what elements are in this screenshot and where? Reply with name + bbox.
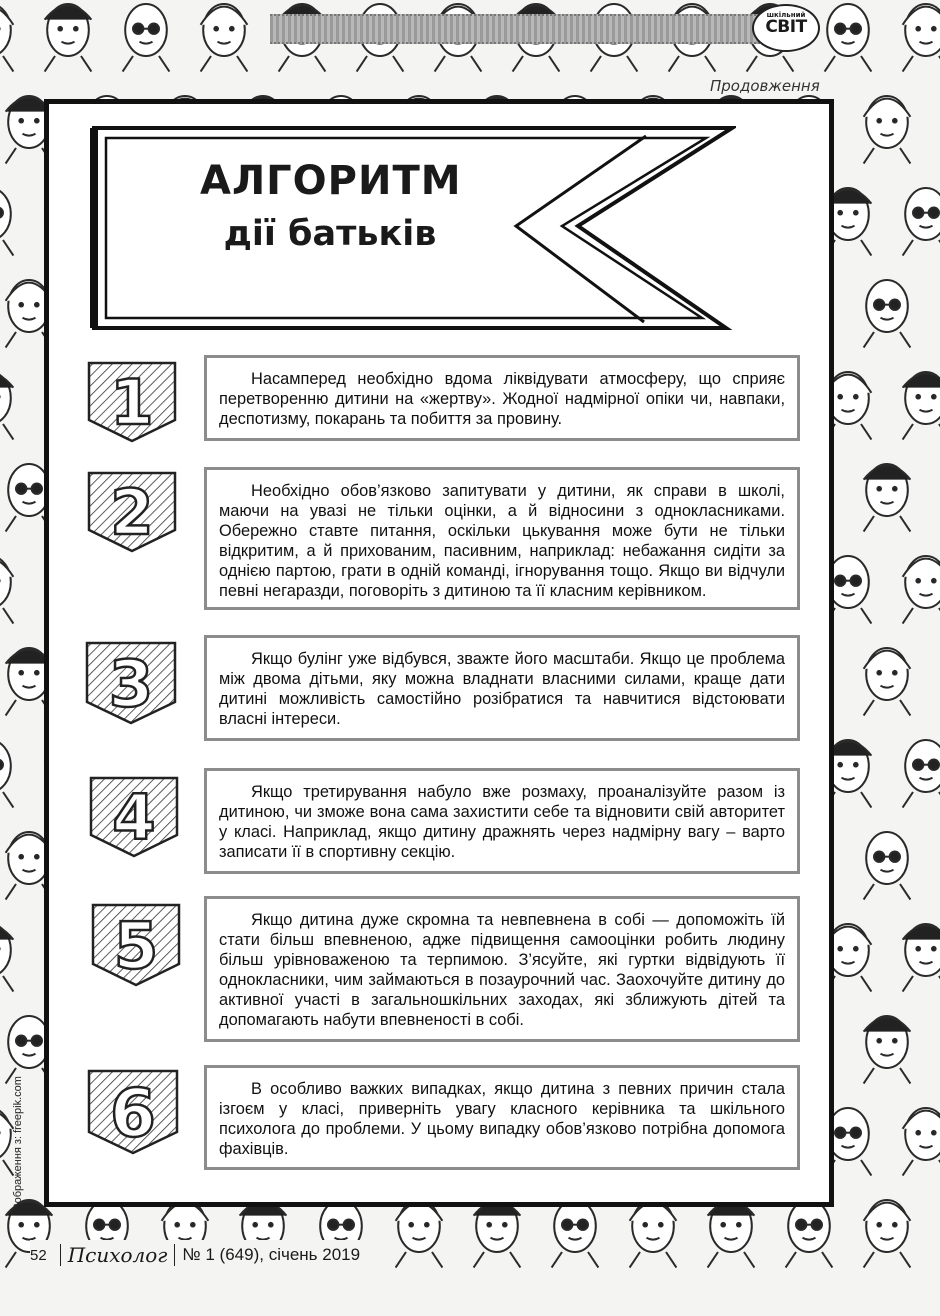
doodle-face [0, 188, 13, 256]
doodle-face [123, 4, 170, 72]
doodle-face [0, 4, 13, 72]
doodle-face [0, 924, 13, 992]
doodle-face [552, 1200, 599, 1268]
doodle-face [864, 280, 911, 348]
title-line-1: АЛГОРИТМ [200, 158, 462, 204]
step-5-badge [90, 902, 182, 988]
step-4-text: Якщо третирування набуло вже розмаху, проаналізуйте разом із дитиною, чи зможе вона сама захистити себе та відновити свій авторитет у класі. Наприклад, якщо дитину дражнять через надмірну вагу – варто записати її в спортивну секцію. [219, 783, 785, 861]
doodle-face [0, 740, 13, 808]
page-footer [30, 1240, 368, 1270]
doodle-face [474, 1200, 521, 1268]
step-6-number: 6 [110, 1075, 156, 1152]
step-2-text: Необхідно обов’язково запитувати у дитини, як справи в школі, маючи на увазі не тільки оцінки, а й відносини з однокласниками. Обережно ставте питання, оскільки цькування може бути не тільки відкритим, а й прихованим, пасивним, наприклад: небажання сидіти за однією партою, грати в одній команді, ігнорування тощо. Якщо ви відчули певні негаразди, поговоріть з дитиною та її класним керівником. [219, 482, 785, 600]
logo-small-text: шкільний [766, 11, 806, 19]
torn-tape-strip [270, 14, 760, 44]
step-2-badge [86, 470, 178, 554]
doodle-face [864, 648, 911, 716]
step-6-badge [86, 1068, 180, 1156]
step-6-box [204, 1065, 800, 1170]
doodle-face [0, 372, 13, 440]
step-1-box [204, 355, 800, 441]
issue-info: № 1 (649), січень 2019 [182, 1245, 361, 1264]
doodle-face [864, 1016, 911, 1084]
doodle-face [825, 4, 872, 72]
magazine-name: Психолог [67, 1243, 168, 1267]
step-5-text: Якщо дитина дуже скромна та невпевнена в собі — допоможіть їй стати більш впевненою, адже підвищення самооцінки робить людину більш урівноваженою та терпимою. З’ясуйте, які гуртки відвідують її однокласники, чим займаються в позаурочний час. Заохочуйте дитину до активної участі в загальношкільних заходах, які зближують дітей та допомагають набути впевненості в собі. [219, 911, 785, 1029]
doodle-face [864, 464, 911, 532]
step-5-box [204, 896, 800, 1042]
page-number: 52 [30, 1246, 47, 1264]
shkilnyi-svit-logo [752, 4, 820, 52]
image-credit-text: Зображення з: freepik.com [12, 1076, 24, 1210]
doodle-face [903, 372, 940, 440]
step-4-number: 4 [112, 781, 156, 854]
step-6-text: В особливо важких випадках, якщо дитина з певних причин стала ізгоєм у класі, приверніть увагу класного керівника та шкільного психолога до проблеми. У цьому випадку обов’язково потрібна допомога фахівців. [219, 1080, 785, 1158]
step-1-number: 1 [110, 366, 154, 439]
doodle-face [45, 4, 92, 72]
logo-big-text: СВІТ [765, 17, 807, 37]
doodle-face [903, 188, 940, 256]
step-2-box [204, 467, 800, 610]
footer-divider [60, 1244, 61, 1266]
step-2-number: 2 [110, 476, 154, 549]
step-3-badge [84, 640, 178, 726]
doodle-face [786, 1200, 833, 1268]
doodle-face [0, 556, 13, 624]
step-1-text: Насамперед необхідно вдома ліквідувати атмосферу, що сприяє перетворенню дитини на «жертву». Жодної надмірної опіки чи, навпаки, деспотизму, покарань та побиття за провину. [219, 370, 785, 428]
step-4-badge [88, 775, 180, 859]
step-3-box [204, 635, 800, 741]
step-4-box [204, 768, 800, 874]
doodle-face [903, 740, 940, 808]
step-5-number: 5 [113, 910, 159, 984]
step-3-text: Якщо булінг уже відбувся, зважте його масштаби. Якщо це проблема між двома дітьми, яку можна владнати власними силами, краще дати дитині можливість самостійно розібратися та навчитися відстоювати власні інтереси. [219, 650, 785, 728]
footer-divider-2 [174, 1244, 175, 1266]
doodle-face [903, 556, 940, 624]
doodle-face [864, 96, 911, 164]
step-3-number: 3 [108, 648, 154, 722]
doodle-face [903, 1108, 940, 1176]
step-1-badge [86, 360, 178, 444]
doodle-face [708, 1200, 755, 1268]
doodle-face [201, 4, 248, 72]
doodle-face [903, 4, 940, 72]
title-line-2: дії батьків [223, 214, 437, 254]
doodle-face [396, 1200, 443, 1268]
doodle-face [903, 924, 940, 992]
doodle-face [864, 832, 911, 900]
doodle-face [630, 1200, 677, 1268]
continued-label: Продовження [706, 77, 824, 95]
doodle-face [864, 1200, 911, 1268]
